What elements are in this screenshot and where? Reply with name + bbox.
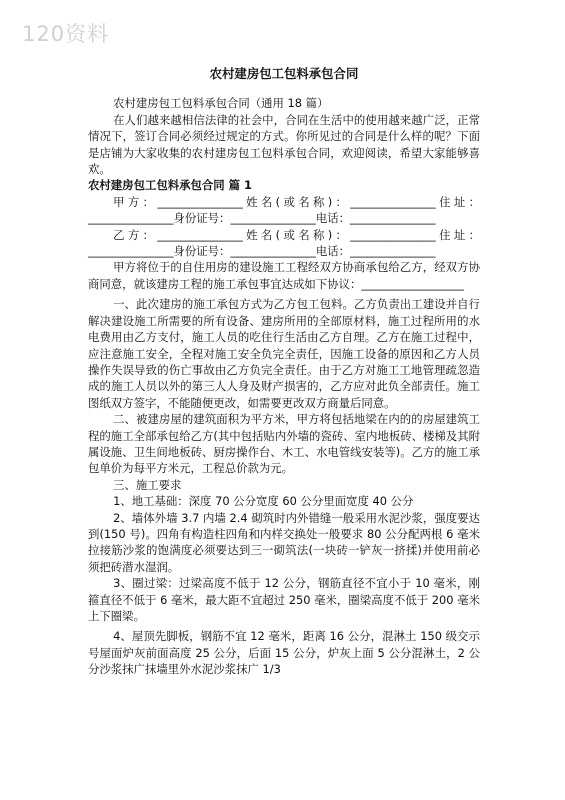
section-heading: 农村建房包工包料承包合同 篇 1 xyxy=(88,178,252,193)
intro-paragraph: 在人们越来越相信法律的社会中，合同在生活中的使用越来越广泛，正常情况下，签订合同必须经过规定的方式。你所见过的合同是什么样的呢？下面是店铺为大家收集的农村建房包工包料承包合同，欢迎阅读，希望大家能够喜欢。 xyxy=(88,112,480,177)
clause-2: 二、被建房屋的建筑面积为平方米，甲方将包括地梁在内的的房屋建筑工程的施工全部承包给乙方(其中包括贴内外墙的瓷砖、室内地板砖、楼梯及其附属设施、卫生间地板砖、厨房操作台、木工、水电管线安装等)。乙方的施工承包单价为每平方米元，工程总价款为元。 xyxy=(88,412,480,476)
watermark: 120资料 xyxy=(22,22,110,46)
doc-subtitle: 农村建房包工包料承包合同（通用 18 篇） xyxy=(113,96,329,111)
clause-3-item-3: 3、圈过梁：过梁高度不低于 12 公分，钢筋直径不宜小于 10 毫米，刚箍直径不低于 6 毫米，最大距不宜超过 250 毫米，圈梁高度不低于 200 毫米上下圈梁。 xyxy=(88,576,480,623)
clause-3-item-4: 4、屋顶先脚板，钢筋不宜 12 毫米，距离 16 公分，混淋土 150 级交示号屋面炉灰前面高度 25 公分，后面 15 公分，炉灰上面 5 公分混淋土，2 公分沙浆抹广抹墙里外水泥沙浆抹广 1/3 xyxy=(88,629,480,677)
agreement-preamble: 甲方将位于的自住用房的建设施工工程经双方协商承包给乙方，经双方协商同意，就该建房工程的施工承包事宜达成如下协议：__________________ xyxy=(88,260,480,291)
document-page xyxy=(88,66,480,678)
clause-3-item-1: 1、地工基础：深度 70 公分宽度 60 公分里面宽度 40 公分 xyxy=(113,494,414,509)
party-a-line: 甲方：_______________姓名(或名称)：_______________住址：_______________身份证号：_______________电话：_______________ xyxy=(88,194,480,226)
clause-3-item-2: 2、墙体外墙 3.7 内墙 2.4 砌筑时内外错缝一般采用水泥沙浆，强度要达到(150 号)。四角有构造柱四角和内样交换处一般要求 80 公分配两根 6 毫米拉接筋沙浆的饱满度必须要达到三一砌筑法(一块砖一铲灰一挤揉)并使用前必须把砖潜水湿润。 xyxy=(88,510,480,574)
clause-1: 一、此次建房的施工承包方式为乙方包工包料。乙方负责出工建设并自行解决建设施工所需要的所有设备、建房所用的全部原材料，施工过程所用的水电费用由乙方支付，施工人员的吃住行生活由乙方自理。乙方在施工过程中，应注意施工安全，全程对施工安全负完全责任，因施工设备的原因和乙方人员操作失误导致的伤亡事故由乙方负完全责任。由于乙方对施工工地管理疏忽造成的施工人员以外的第三人人身及财产损害的，乙方应对此负全部责任。施工图纸双方签字，不能随便更改，如需要更改双方商量后同意。 xyxy=(88,297,480,410)
document-title: 农村建房包工包料承包合同 xyxy=(209,66,359,81)
party-b-line: 乙方：_______________姓名(或名称)：_______________住址：_______________身份证号：_______________电话：_______________ xyxy=(88,227,480,259)
clause-3-heading: 三、施工要求 xyxy=(113,477,182,492)
